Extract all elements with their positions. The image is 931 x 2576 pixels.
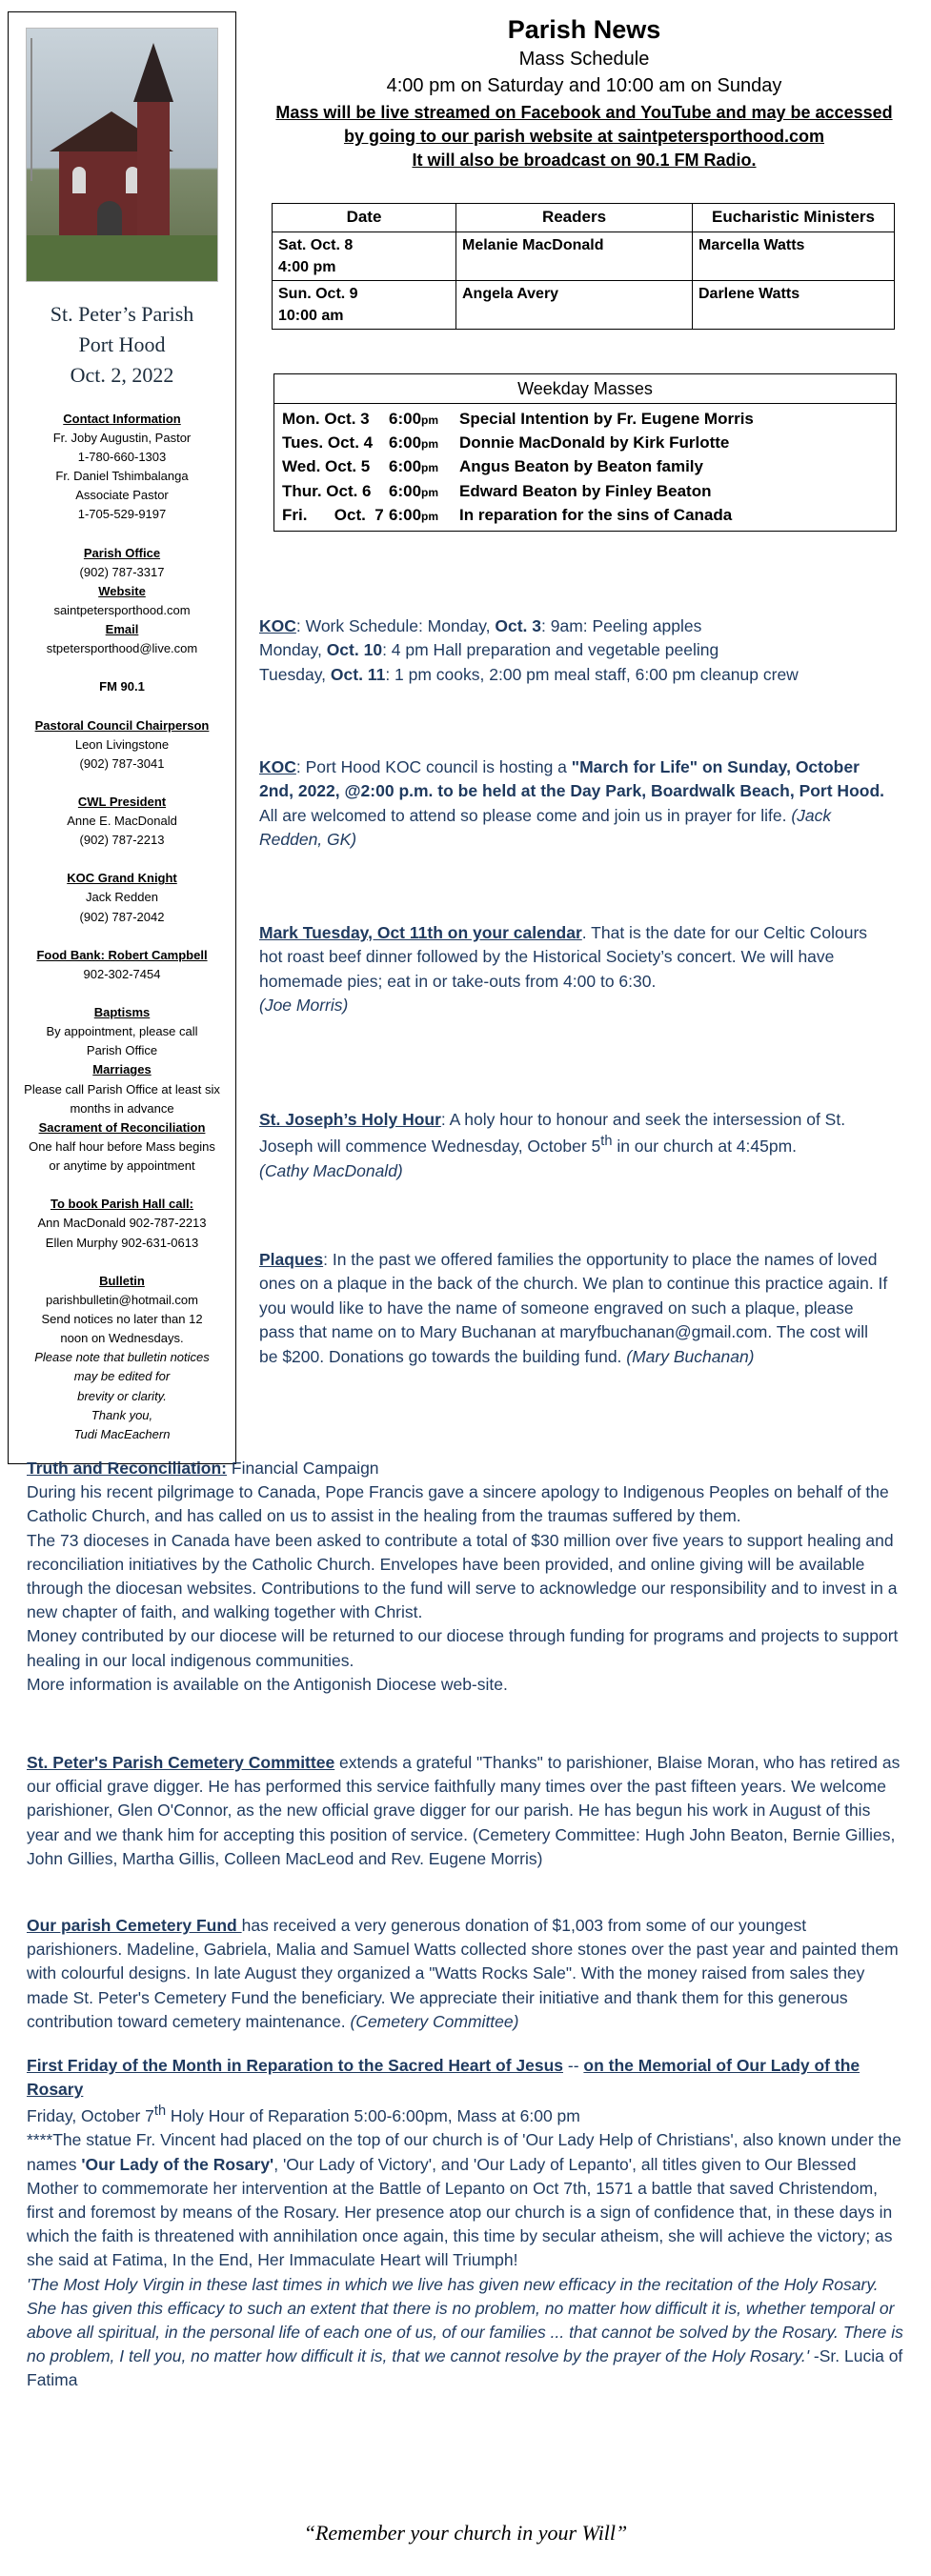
- koc-contact: KOC Grand Knight Jack Redden (902) 787-2042: [67, 871, 177, 924]
- mass-times: 4:00 pm on Saturday and 10:00 am on Sunday: [386, 75, 782, 96]
- holy-hour-notice: St. Joseph’s Holy Hour: A holy hour to honour and seek the intersession of St. Joseph will commence Wednesday, October 5th in our church at 4:45pm. (Cathy MacDonald): [259, 1110, 846, 1180]
- table-header-row: Date Readers Eucharistic Ministers: [273, 204, 895, 232]
- parish-name: St. Peter’s Parish Port Hood Oct. 2, 2022: [50, 302, 194, 387]
- cemetery-committee-section: St. Peter's Parish Cemetery Committee extends a grateful "Thanks" to parishioner, Blaise Moran, who has retired as our official grave digger. He has performed this service faithfully many times over the past fifteen years. We welcome parishioner, Glen O'Connor, as the new official grave digger for our parish. He has begun his work in August of this year and we thank him for accepting this position of service. (Cemetery Committee: Hugh John Beaton, Bernie Gillies, John Gillies, Martha Gillis, Colleen MacLeod and Rev. Eugene Morris): [27, 1753, 901, 1868]
- list-item: Mon. Oct. 3 6:00pm Special Intention by Fr. Eugene Morris: [282, 410, 754, 429]
- list-item: Tues. Oct. 4 6:00pm Donnie MacDonald by Kirk Furlotte: [282, 433, 730, 453]
- weekday-masses-title: Weekday Masses: [274, 374, 896, 404]
- footer-quote: “Remember your church in your Will”: [303, 2521, 628, 2545]
- website-link[interactable]: saintpetersporthood.com: [53, 602, 191, 617]
- food-bank: Food Bank: Robert Campbell 902-302-7454: [36, 947, 208, 981]
- livestream-note: Mass will be live streamed on Facebook and YouTube and may be accessed by going to our parish website at saintpetersporthood.com It will also be broadcast on 90.1 FM Radio.: [275, 103, 893, 171]
- bulletin-info: Bulletin parishbulletin@hotmail.com Send notices no later than 12 noon on Wednesdays. Please note that bulletin notices may be edited for brevity or clarity. Thank you, Tudi MacEachern: [9, 1272, 235, 1444]
- koc-work-notice: KOC: Work Schedule: Monday, Oct. 3: 9am: Peeling apples Monday, Oct. 10: 4 pm Hall preparation and vegetable peeling Tuesday, Oct. 11: 1 pm cooks, 2:00 pm meal staff, 6:00 pm cleanup crew: [259, 616, 799, 684]
- celtic-colours-notice: Mark Tuesday, Oct 11th on your calendar. That is the date for our Celtic Colours hot roast beef dinner followed by the Historical Society’s concert. We will have homemade pies; eat in or take-outs from 4:00 to 6:30. (Joe Morris): [259, 923, 868, 1016]
- weekday-masses-box: [273, 373, 897, 532]
- table-row: Sat. Oct. 8 4:00 pm Melanie MacDonald Marcella Watts: [273, 231, 895, 280]
- first-friday-section: First Friday of the Month in Reparation to the Sacred Heart of Jesus -- on the Memorial of Our Lady of the Rosary Friday, October 7th Holy Hour of Reparation 5:00-6:00pm, Mass at 6:00 pm ****The statue Fr. Vincent had placed on the top of our church is of 'Our Lady Help of Christians', also known under the names 'Our Lady of the Rosary', 'Our Lady of Victory', and 'Our Lady of Lepanto', all titles given to Our Blessed Mother to commemorate her intervention at the Battle of Lepanto on Oct 7th, 1571 a battle that saved Christendom, first and foremost by means of the Rosary. Her presence atop our church is a sign of confidence that, in these days in which the faith is threatened with annihilation once again, this time by secular atheism, she will achieve the victory; as she said at Fatima, In the End, Her Immaculate Heart will Triumph! 'The Most Holy Virgin in these last times in which we live has given new efficacy in the recitation of the Holy Rosary. She has given this efficacy to such an extent that there is no problem, no matter how difficult it is, whether temporal or above all spiritual, in the personal life of each one of us, of our families ... that cannot be solved by the Rosary. There is no problem, I tell you, no matter how difficult it is, that we cannot resolve by the prayer of the Holy Rosary.' -Sr. Lucia of Fatima: [27, 2056, 903, 2390]
- email-link[interactable]: stpetersporthood@live.com: [46, 641, 198, 656]
- church-photo: [26, 28, 218, 282]
- parish-office: Parish Office (902) 787-3317 Website saintpetersporthood.com Email stpetersporthood@live.com: [9, 544, 235, 659]
- fm-radio: FM 90.1: [99, 679, 145, 694]
- list-item: Thur. Oct. 6 6:00pm Edward Beaton by Finley Beaton: [282, 481, 712, 500]
- table-row: Sun. Oct. 9 10:00 am Angela Avery Darlene Watts: [273, 281, 895, 330]
- cwl-contact: CWL President Anne E. MacDonald (902) 787-2213: [67, 794, 177, 848]
- list-item: Wed. Oct. 5 6:00pm Angus Beaton by Beaton family: [282, 457, 703, 476]
- hall-booking: To book Parish Hall call: Ann MacDonald 902-787-2213 Ellen Murphy 902-631-0613: [37, 1197, 207, 1250]
- koc-march-notice: KOC: Port Hood KOC council is hosting a "March for Life" on Sunday, October 2nd, 2022, @2:00 p.m. to be held at the Day Park, Boardwalk Beach, Port Hood. All are welcomed to attend so please come and join us in prayer for life. (Jack Redden, GK): [259, 757, 884, 850]
- sidebar: [8, 11, 236, 1464]
- truth-reconciliation-section: Truth and Reconciliation: Financial Campaign During his recent pilgrimage to Canada, Pope Francis gave a sincere apology to Indigenous Peoples on behalf of the Catholic Church, and has called on us to assist in the healing from the traumas suffered by them. The 73 dioceses in Canada have been asked to contribute a total of $30 million over five years to support healing and reconciliation initiatives by the Catholic Church. Envelopes have been provided, and online giving will be available through the diocesan websites. Contributions to the fund will serve to acknowledge our responsibility and to invest in a new chapter of faith, and walking together with Christ. Money contributed by our diocese will be returned to our diocese through funding for programs and projects to support healing in our local indigenous communities. More information is available on the Antigonish Diocese web-site.: [27, 1459, 899, 1694]
- readers-table: [272, 203, 895, 330]
- bulletin-email-link[interactable]: parishbulletin@hotmail.com: [46, 1292, 198, 1307]
- list-item: Fri. Oct. 7 6:00pm In reparation for the sins of Canada: [282, 505, 733, 524]
- cemetery-fund-section: Our parish Cemetery Fund has received a very generous donation of $1,003 from some of our youngest parishioners. Madeline, Gabriela, Malia and Samuel Watts collected shore stones over the past year and painted them with colourful designs. In late August they organized a "Watts Rocks Sale". With the money raised from sales they made St. Peter's Cemetery Fund the beneficiary. We appreciate their initiative and thank them for this generous contribution toward cemetery maintenance. (Cemetery Committee): [27, 1916, 899, 2031]
- contact-info: Contact Information Fr. Joby Augustin, Pastor 1-780-660-1303 Fr. Daniel Tshimbalanga Associate Pastor 1-705-529-9197: [52, 411, 192, 522]
- plaques-notice: Plaques: In the past we offered families the opportunity to place the names of loved ones on a plaque in the back of the church. We plan to continue this practice again. If you would like to have the name of someone engraved on such a plaque, please pass that name on to Mary Buchanan at maryfbuchanan@gmail.com. The cost will be $200. Donations go towards the building fund. (Mary Buchanan): [259, 1250, 888, 1366]
- mass-schedule-heading: Mass Schedule: [518, 49, 650, 70]
- council-contact: Pastoral Council Chairperson Leon Livingstone (902) 787-3041: [34, 717, 210, 771]
- sacraments: Baptisms By appointment, please call Parish Office Marriages Please call Parish Office at least six months in advance Sacrament of Reconciliation One half hour before Mass begins or anytime by appointment: [24, 1005, 220, 1174]
- page-title: Parish News: [507, 15, 661, 44]
